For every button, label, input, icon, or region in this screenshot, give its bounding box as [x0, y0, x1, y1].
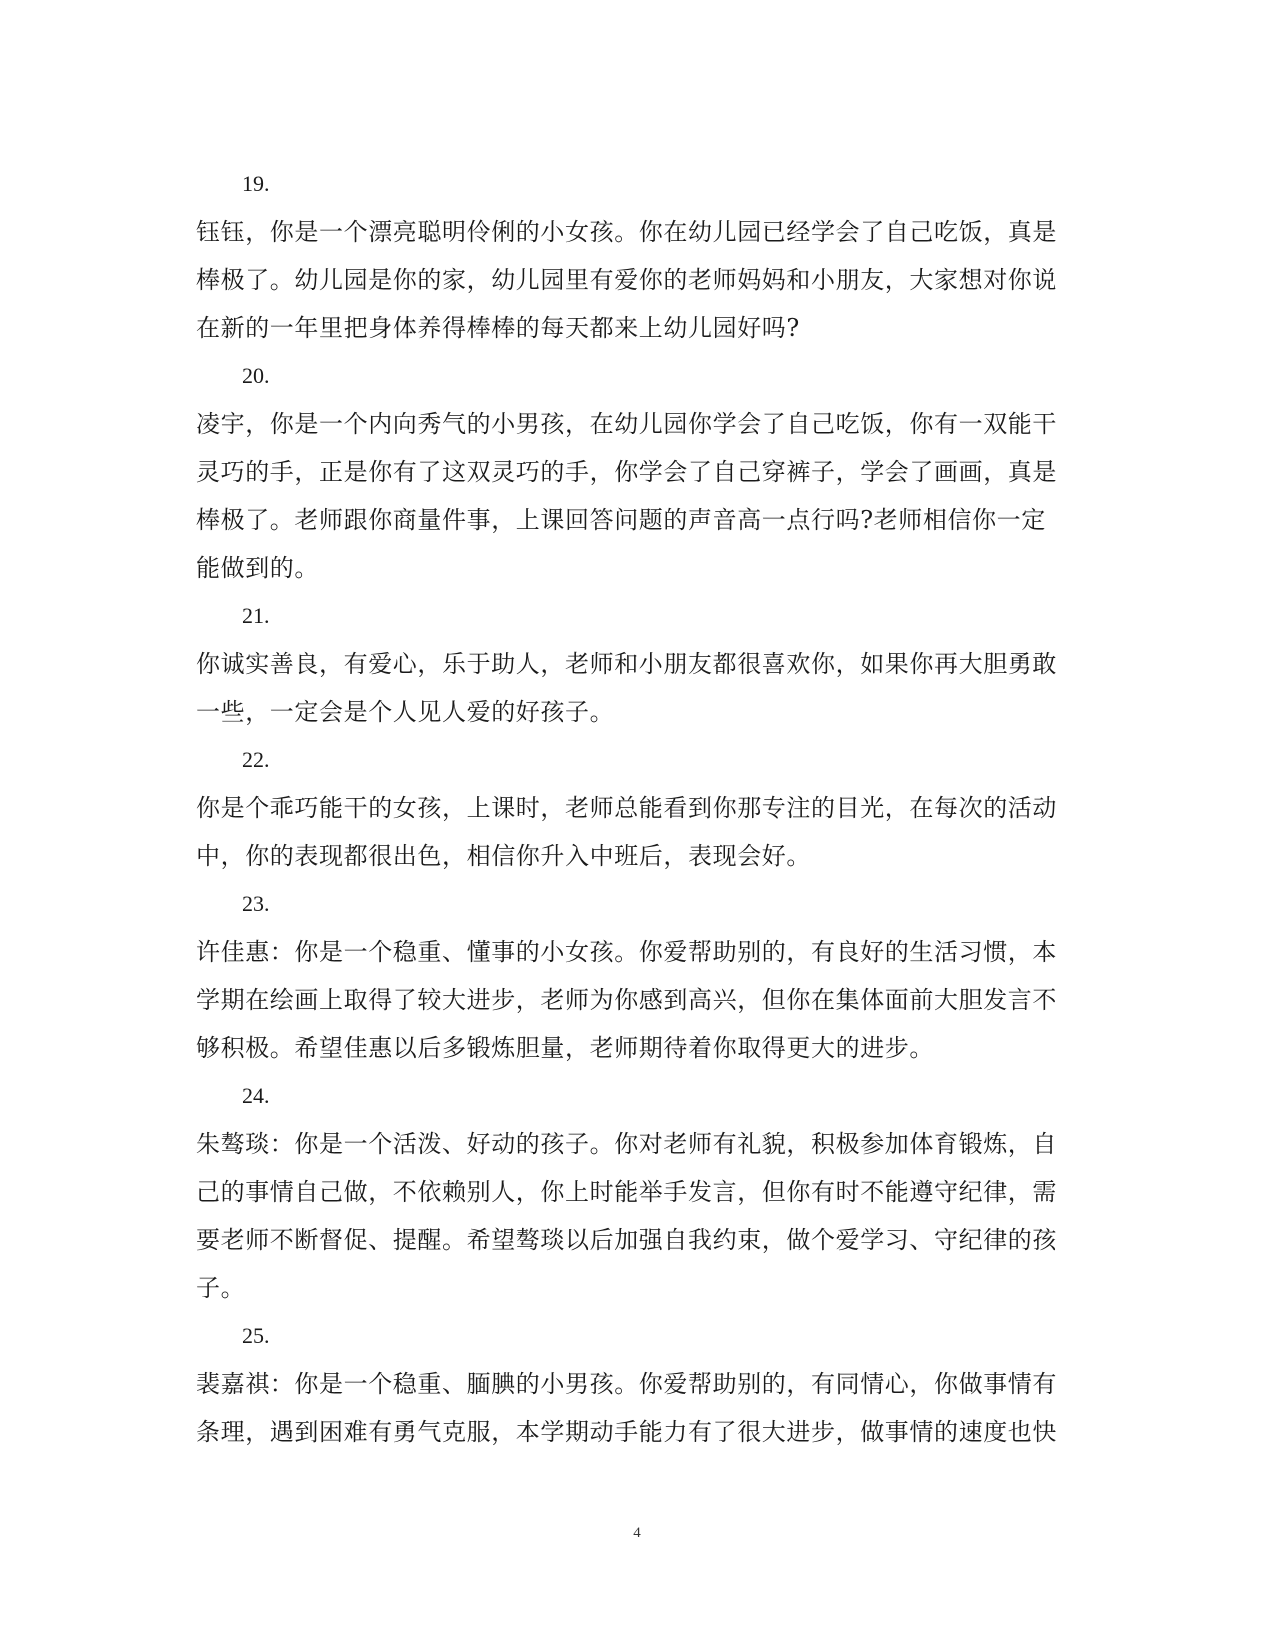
entry-number: 22. — [242, 747, 270, 772]
entry-24 — [196, 1072, 1076, 1312]
text-line: 学期在绘画上取得了较大进步，老师为你感到高兴，但你在集体面前大胆发言不 — [196, 986, 1057, 1014]
text-line: 你诚实善良，有爱心，乐于助人，老师和小朋友都很喜欢你，如果你再大胆勇敢 — [196, 650, 1057, 678]
entry-text — [196, 928, 1076, 1072]
text-line: 钰钰，你是一个漂亮聪明伶俐的小女孩。你在幼儿园已经学会了自己吃饭，真是 — [196, 218, 1057, 246]
text-line: 一些，一定会是个人见人爱的好孩子。 — [196, 698, 615, 726]
page-number: 4 — [633, 1525, 641, 1541]
entry-text — [196, 400, 1076, 592]
text-line: 灵巧的手，正是你有了这双灵巧的手，你学会了自己穿裤子，学会了画画，真是 — [196, 458, 1057, 486]
entry-25 — [196, 1312, 1076, 1456]
text-line: 朱骜琰：你是一个活泼、好动的孩子。你对老师有礼貌，积极参加体育锻炼，自 — [196, 1130, 1057, 1158]
text-line: 子。 — [196, 1274, 246, 1302]
text-line: 棒极了。幼儿园是你的家，幼儿园里有爱你的老师妈妈和小朋友，大家想对你说 — [196, 266, 1057, 294]
text-line: 在新的一年里把身体养得棒棒的每天都来上幼儿园好吗? — [196, 314, 800, 342]
text-line: 中，你的表现都很出色，相信你升入中班后，表现会好。 — [196, 842, 811, 870]
entry-text — [196, 1120, 1076, 1312]
text-line: 许佳惠：你是一个稳重、懂事的小女孩。你爱帮助别的，有良好的生活习惯，本 — [196, 938, 1057, 966]
text-line: 条理，遇到困难有勇气克服，本学期动手能力有了很大进步，做事情的速度也快 — [196, 1418, 1057, 1446]
entry-22 — [196, 736, 1076, 880]
text-line: 裴嘉祺：你是一个稳重、腼腆的小男孩。你爱帮助别的，有同情心，你做事情有 — [196, 1370, 1057, 1398]
entry-number: 24. — [242, 1083, 270, 1108]
entry-number: 20. — [242, 363, 270, 388]
text-line: 凌宇，你是一个内向秀气的小男孩，在幼儿园你学会了自己吃饭，你有一双能干 — [196, 410, 1057, 438]
entry-20 — [196, 352, 1076, 592]
entry-19 — [196, 160, 1076, 352]
entry-number: 23. — [242, 891, 270, 916]
entry-number: 25. — [242, 1323, 270, 1348]
entry-21 — [196, 592, 1076, 736]
entry-23 — [196, 880, 1076, 1072]
text-line: 够积极。希望佳惠以后多锻炼胆量，老师期待着你取得更大的进步。 — [196, 1034, 934, 1062]
entry-text — [196, 640, 1076, 736]
text-line: 棒极了。老师跟你商量件事，上课回答问题的声音高一点行吗?老师相信你一定 — [196, 506, 1046, 534]
entry-text — [196, 784, 1076, 880]
entry-text — [196, 1360, 1076, 1456]
entry-number: 21. — [242, 603, 270, 628]
document-body — [196, 160, 1076, 1456]
text-line: 己的事情自己做，不依赖别人，你上时能举手发言，但你有时不能遵守纪律，需 — [196, 1178, 1057, 1206]
text-line: 能做到的。 — [196, 554, 319, 582]
entry-text — [196, 208, 1076, 352]
text-line: 要老师不断督促、提醒。希望骜琰以后加强自我约束，做个爱学习、守纪律的孩 — [196, 1226, 1057, 1254]
entry-number: 19. — [242, 171, 270, 196]
text-line: 你是个乖巧能干的女孩，上课时，老师总能看到你那专注的目光，在每次的活动 — [196, 794, 1057, 822]
